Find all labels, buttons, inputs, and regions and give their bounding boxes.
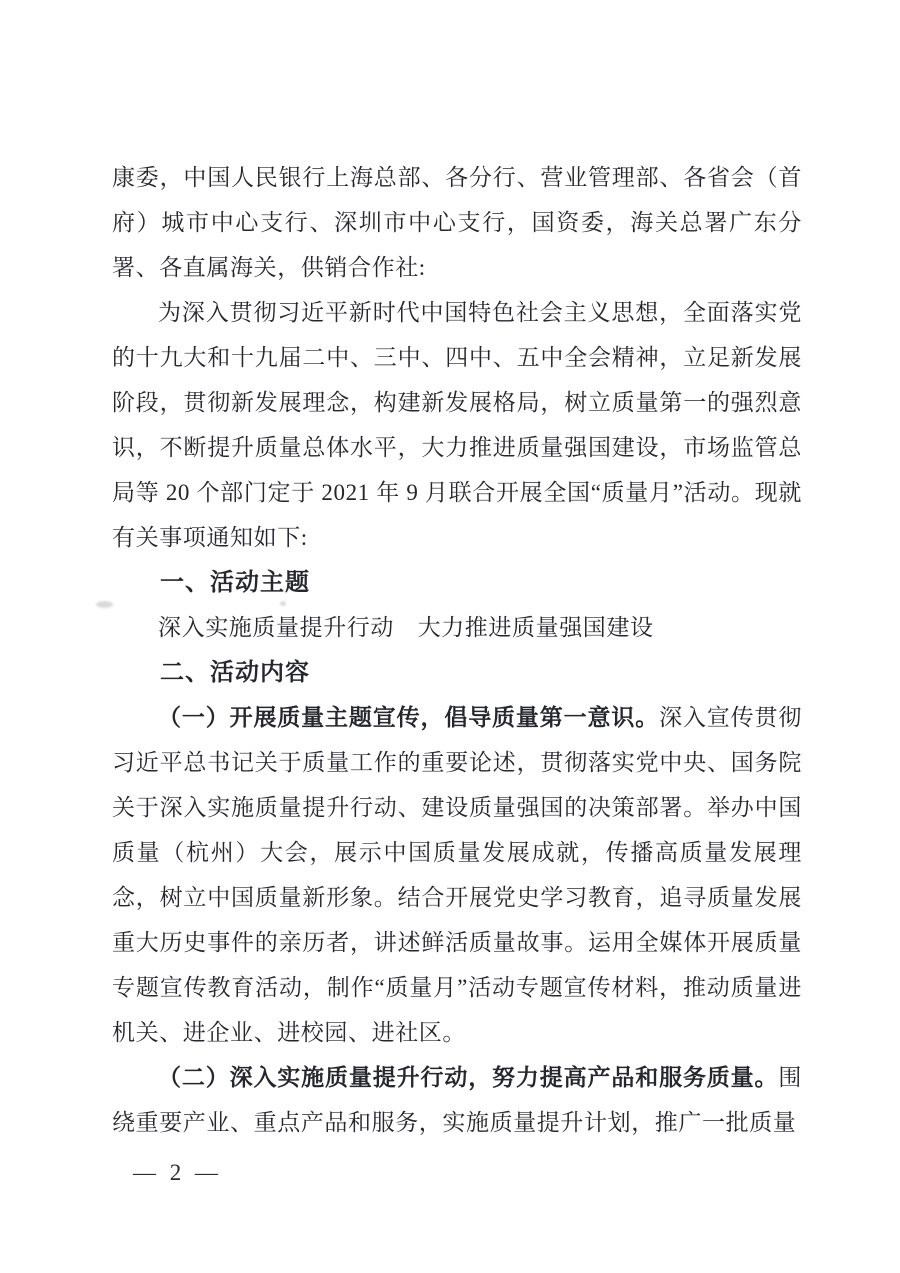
page-number: — 2 — <box>133 1160 222 1185</box>
activity-theme-line: 深入实施质量提升行动 大力推进质量强国建设 <box>158 615 654 640</box>
intro-paragraph: 为深入贯彻习近平新时代中国特色社会主义思想，全面落实党的十九大和十九届二中、三中、四中、五中全会精神，立足新发展阶段，贯彻新发展理念，构建新发展格局，树立质量第一的强烈意识，不断提升质量总体水平，大力推进质量强国建设，市场监管总局等 20 个部门定于 2021 年 9 月联合开展全国“质量月”活动。现就有关事项通知如下: <box>112 300 802 550</box>
scan-artifact <box>280 601 286 606</box>
addressees-paragraph: 康委，中国人民银行上海总部、各分行、营业管理部、各省会（首府）城市中心支行、深圳市中心支行，国资委，海关总署广东分署、各直属海关，供销合作社: <box>112 165 802 280</box>
item-1-paragraph <box>112 695 802 1055</box>
section-2-heading: 二、活动内容 <box>160 659 310 686</box>
item-2-text: 围绕重要产业、重点产品和服务，实施质量提升计划，推广一批质量 <box>112 1065 802 1135</box>
item-2-paragraph <box>112 1055 802 1145</box>
section-1-heading: 一、活动主题 <box>160 569 310 596</box>
item-1-lead: （一）开展质量主题宣传，倡导质量第一意识。 <box>158 705 660 730</box>
scan-artifact <box>96 601 113 608</box>
item-2-lead: （二）深入实施质量提升行动，努力提高产品和服务质量。 <box>158 1065 779 1090</box>
document-body <box>112 155 802 1145</box>
item-1-text: 深入宣传贯彻习近平总书记关于质量工作的重要论述，贯彻落实党中央、国务院关于深入实施质量提升行动、建设质量强国的决策部署。举办中国质量（杭州）大会，展示中国质量发展成就，传播高质量发展理念，树立中国质量新形象。结合开展党史学习教育，追寻质量发展重大历史事件的亲历者，讲述鲜活质量故事。运用全媒体开展质量专题宣传教育活动，制作“质量月”活动专题宣传材料，推动质量进机关、进企业、进校园、进社区。 <box>112 705 802 1045</box>
